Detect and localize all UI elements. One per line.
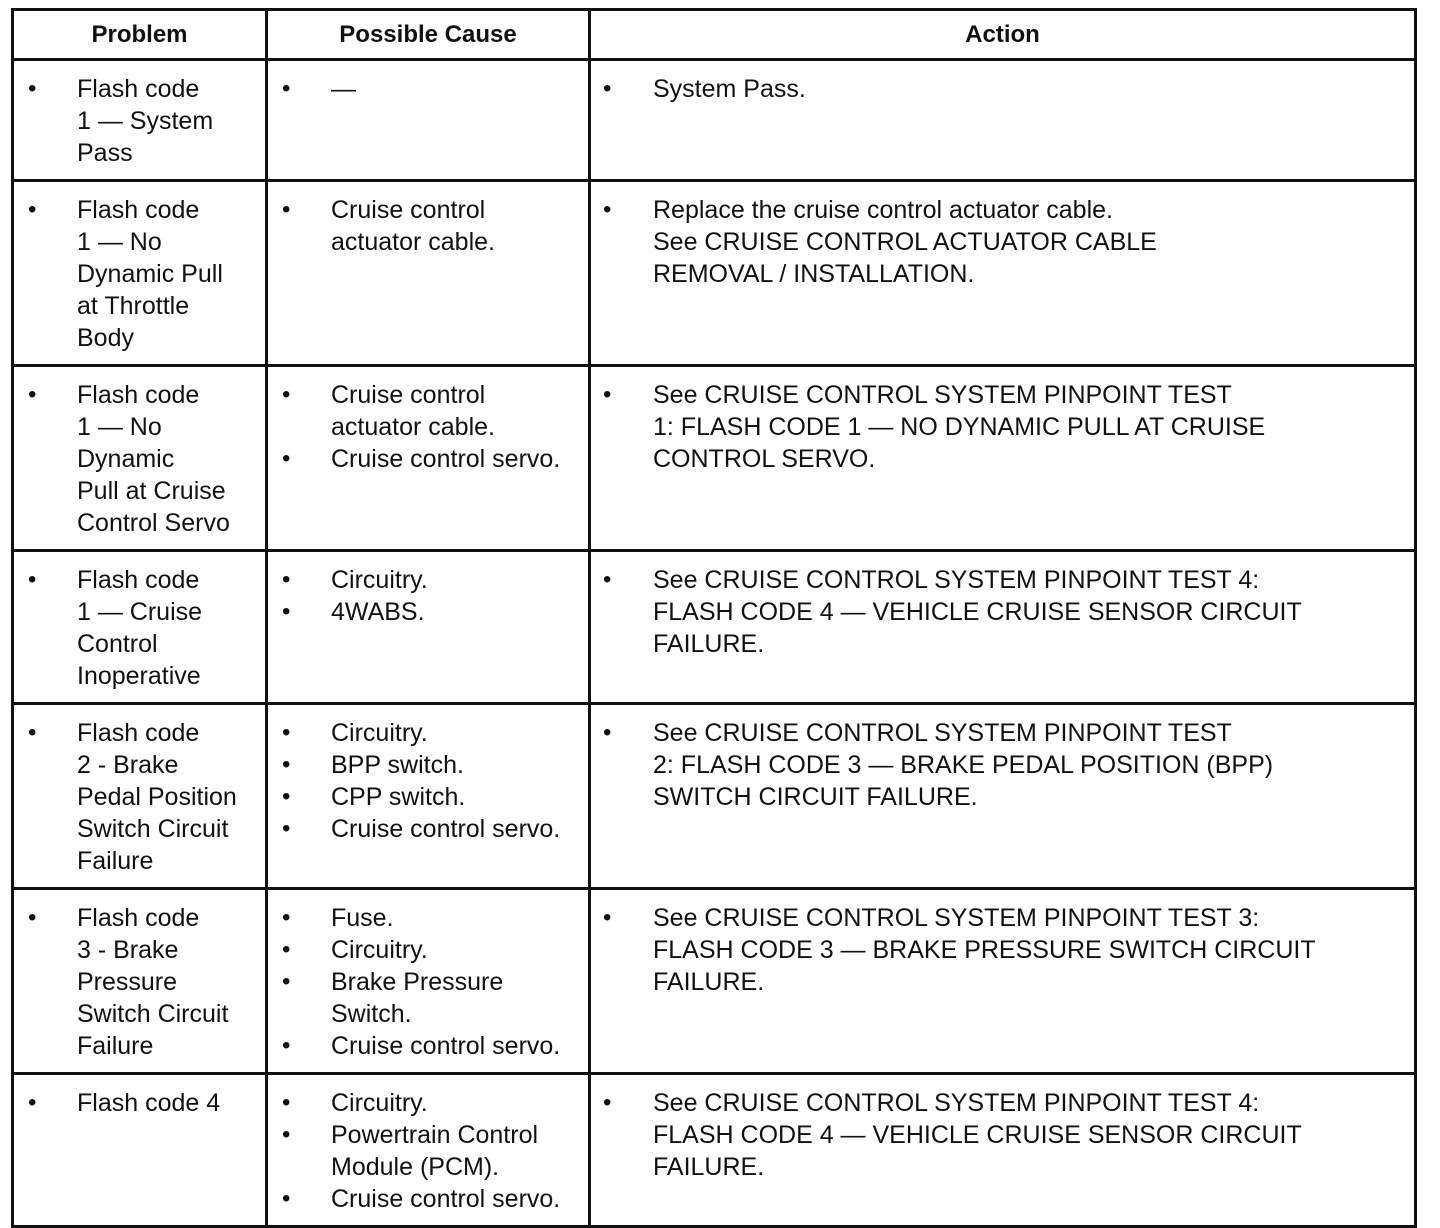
problem-cell <box>13 704 267 889</box>
cause-item: • Cruise control actuator cable. <box>268 194 580 258</box>
cause-item: • Cruise control actuator cable. <box>268 379 580 443</box>
action-cell <box>590 366 1416 551</box>
cause-cell <box>267 60 590 181</box>
problem-text: • Flash code 2 - Brake Pedal Position Switch Circuit Failure <box>14 717 257 877</box>
cause-item: • Circuitry. <box>268 717 580 749</box>
action-text: • Replace the cruise control actuator cable. See CRUISE CONTROL ACTUATOR CABLE REMOVAL / INSTALLATION. <box>591 194 1406 290</box>
problem-text: • Flash code 4 <box>14 1087 257 1119</box>
cause-item: • Brake Pressure Switch. <box>268 966 580 1030</box>
problem-text: • Flash code 1 — Cruise Control Inoperative <box>14 564 257 692</box>
cause-item: • — <box>268 73 580 105</box>
problem-cell <box>13 60 267 181</box>
cause-cell <box>267 366 590 551</box>
action-text: • See CRUISE CONTROL SYSTEM PINPOINT TEST 4: FLASH CODE 4 — VEHICLE CRUISE SENSOR CIRCUIT FAILURE. <box>591 1087 1406 1183</box>
cause-cell <box>267 704 590 889</box>
cause-item: • BPP switch. <box>268 749 580 781</box>
cause-item: • Fuse. <box>268 902 580 934</box>
cause-item: • Circuitry. <box>268 564 580 596</box>
table-row <box>13 889 1416 1074</box>
problem-cell <box>13 1074 267 1227</box>
cause-cell <box>267 1074 590 1227</box>
problem-text: • Flash code 1 — System Pass <box>14 73 257 169</box>
cause-item: • Circuitry. <box>268 1087 580 1119</box>
cause-item: • Cruise control servo. <box>268 1030 580 1062</box>
cause-item: • 4WABS. <box>268 596 580 628</box>
action-text: • See CRUISE CONTROL SYSTEM PINPOINT TEST 2: FLASH CODE 3 — BRAKE PEDAL POSITION (BPP) SWITCH CIRCUIT FAILURE. <box>591 717 1406 813</box>
header-problem: Problem <box>13 10 267 60</box>
header-row <box>13 10 1416 60</box>
action-cell <box>590 1074 1416 1227</box>
action-text: • See CRUISE CONTROL SYSTEM PINPOINT TEST 3: FLASH CODE 3 — BRAKE PRESSURE SWITCH CIRCUIT FAILURE. <box>591 902 1406 998</box>
cause-item: • CPP switch. <box>268 781 580 813</box>
problem-cell <box>13 551 267 704</box>
action-cell <box>590 704 1416 889</box>
action-text: • See CRUISE CONTROL SYSTEM PINPOINT TEST 4: FLASH CODE 4 — VEHICLE CRUISE SENSOR CIRCUIT FAILURE. <box>591 564 1406 660</box>
table-row <box>13 60 1416 181</box>
problem-cell <box>13 366 267 551</box>
problem-text: • Flash code 1 — No Dynamic Pull at Cruise Control Servo <box>14 379 257 539</box>
problem-cell <box>13 889 267 1074</box>
problem-text: • Flash code 1 — No Dynamic Pull at Throttle Body <box>14 194 257 354</box>
action-cell <box>590 889 1416 1074</box>
action-cell <box>590 60 1416 181</box>
action-text: • See CRUISE CONTROL SYSTEM PINPOINT TEST 1: FLASH CODE 1 — NO DYNAMIC PULL AT CRUISE CONTROL SERVO. <box>591 379 1406 475</box>
cause-cell <box>267 551 590 704</box>
cause-item: • Cruise control servo. <box>268 443 580 475</box>
table-row <box>13 704 1416 889</box>
cause-item: • Powertrain Control Module (PCM). <box>268 1119 580 1183</box>
action-cell <box>590 181 1416 366</box>
diagnosis-table <box>11 8 1417 1228</box>
cause-cell <box>267 181 590 366</box>
cause-item: • Cruise control servo. <box>268 1183 580 1215</box>
header-action: Action <box>590 10 1416 60</box>
cause-cell <box>267 889 590 1074</box>
table-row <box>13 366 1416 551</box>
cause-item: • Cruise control servo. <box>268 813 580 845</box>
table-row <box>13 181 1416 366</box>
problem-cell <box>13 181 267 366</box>
problem-text: • Flash code 3 - Brake Pressure Switch Circuit Failure <box>14 902 257 1062</box>
cause-item: • Circuitry. <box>268 934 580 966</box>
header-possible-cause: Possible Cause <box>267 10 590 60</box>
table-row <box>13 1074 1416 1227</box>
action-cell <box>590 551 1416 704</box>
action-text: • System Pass. <box>591 73 1406 105</box>
table-row <box>13 551 1416 704</box>
